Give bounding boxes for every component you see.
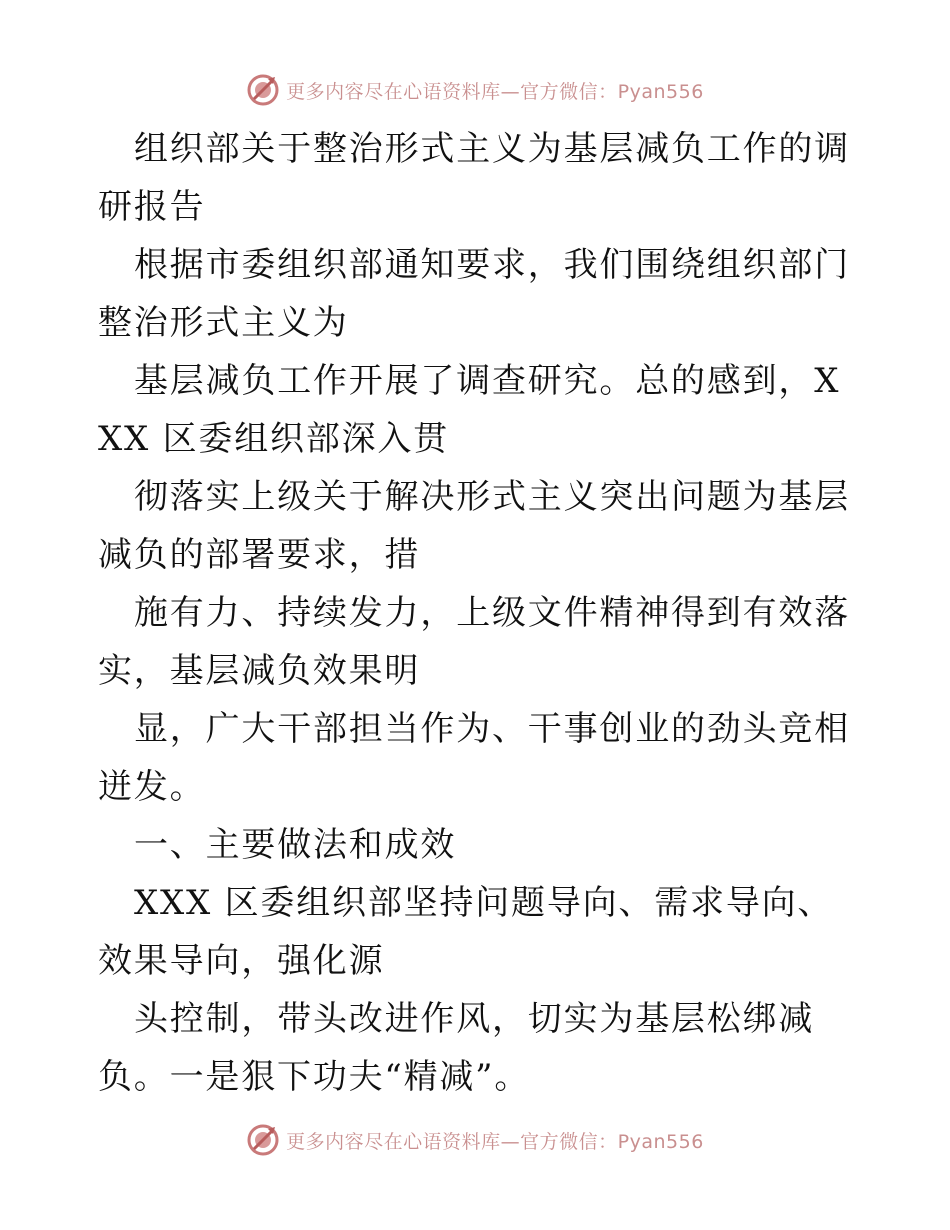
header-watermark-banner bbox=[0, 70, 950, 110]
paragraph-7: XXX 区委组织部坚持问题导向、需求导向、效果导向，强化源 bbox=[98, 883, 834, 981]
paragraph-8: 头控制，带头改进作风，切实为基层松绑减负。一是狠下功夫“精减”。 bbox=[98, 999, 815, 1097]
paragraph-5: 显，广大干部担当作为、干事创业的劲头竞相迸发。 bbox=[98, 709, 850, 807]
header-watermark-text: 更多内容尽在心语资料库—官方微信：Pyan556 bbox=[286, 80, 704, 103]
document-title: 组织部关于整治形式主义为基层减负工作的调研报告 bbox=[98, 129, 850, 227]
footer-watermark-banner bbox=[0, 1120, 950, 1160]
paragraph-3: 彻落实上级关于解决形式主义突出问题为基层减负的部署要求，措 bbox=[98, 477, 850, 575]
logo-seal-icon bbox=[246, 73, 280, 107]
paragraph-2: 基层减负工作开展了调查研究。总的感到，XXX 区委组织部深入贯 bbox=[98, 361, 841, 459]
paragraph-1: 根据市委组织部通知要求，我们围绕组织部门整治形式主义为 bbox=[98, 245, 850, 343]
footer-watermark-text: 更多内容尽在心语资料库—官方微信：Pyan556 bbox=[286, 1130, 704, 1153]
logo-seal-icon bbox=[246, 1123, 280, 1157]
paragraph-4: 施有力、持续发力，上级文件精神得到有效落实，基层减负效果明 bbox=[98, 593, 850, 691]
section-heading: 一、主要做法和成效 bbox=[134, 825, 457, 865]
document-body bbox=[98, 120, 858, 1106]
